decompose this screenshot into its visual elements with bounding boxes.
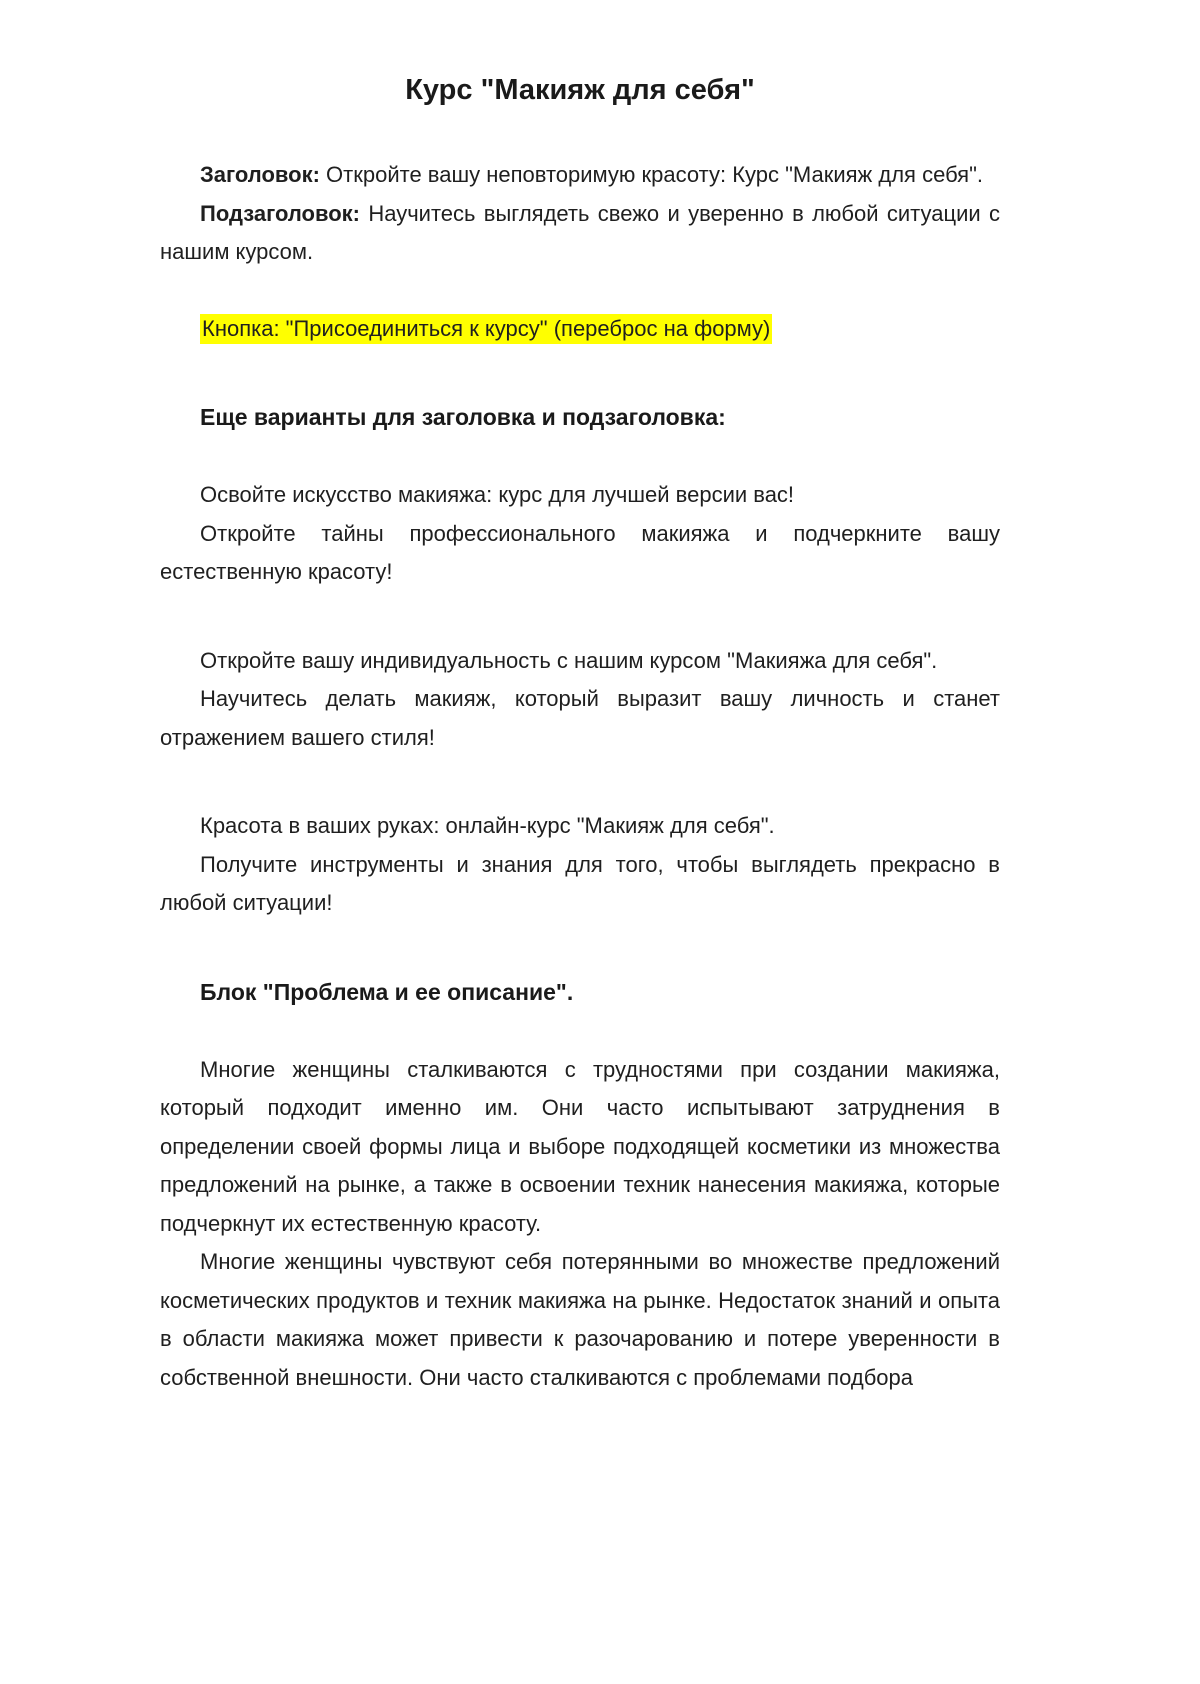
button-note-line (160, 310, 1000, 349)
headline-label: Заголовок: (200, 162, 320, 187)
variants-heading: Еще варианты для заголовка и подзаголовка: (200, 404, 726, 430)
headline-paragraph (160, 156, 1000, 195)
problem-paragraph-1: Многие женщины сталкиваются с трудностями при создании макияжа, который подходит именно им. Они часто испытывают затруднения в определении своей формы лица и выборе подходящей косметики из множества предложений на рынке, а также в освоении техник нанесения макияжа, которые подчеркнут их естественную красоту. (160, 1056, 1000, 1236)
subheadline-label: Подзаголовок: (200, 200, 360, 226)
button-note-highlight: Кнопка: "Присоединиться к курсу" (переброс на форму) (200, 314, 772, 344)
variant-3-line-1: Красота в ваших руках: онлайн-курс "Макияж для себя". (200, 813, 775, 838)
document-title: Курс "Макияж для себя" (405, 74, 755, 106)
variant-1-line-1: Освойте искусство макияжа: курс для лучшей версии вас! (200, 482, 795, 507)
problem-heading: Блок "Проблема и ее описание". (200, 978, 574, 1005)
variant-1-line-2: Откройте тайны профессионального макияжа и подчеркните вашу естественную красоту! (160, 520, 1000, 584)
subheadline-paragraph (160, 195, 1000, 272)
variant-group-1 (160, 476, 1000, 592)
variant-2-line-2: Научитесь делать макияж, который выразит вашу личность и станет отражением вашего стиля! (160, 686, 1000, 750)
problem-paragraph-2: Многие женщины чувствуют себя потерянными во множестве предложений косметических продуктов и техник макияжа на рынке. Недостаток знаний и опыта в области макияжа может привести к разочарованию и потере уверенности в собственной внешности. Они часто сталкиваются с проблемами подбора (160, 1249, 1000, 1390)
variant-3-line-2: Получите инструменты и знания для того, чтобы выглядеть прекрасно в любой ситуации! (160, 851, 1000, 915)
variant-group-2 (160, 642, 1000, 758)
variant-2-line-1: Откройте вашу индивидуальность с нашим курсом "Макияжа для себя". (200, 647, 938, 673)
subheadline-text: Научитесь выглядеть свежо и уверенно в любой ситуации с нашим курсом. (160, 200, 1000, 264)
headline-text: Откройте вашу неповторимую красоту: Курс "Макияж для себя". (326, 162, 984, 187)
variant-group-3 (160, 807, 1000, 923)
